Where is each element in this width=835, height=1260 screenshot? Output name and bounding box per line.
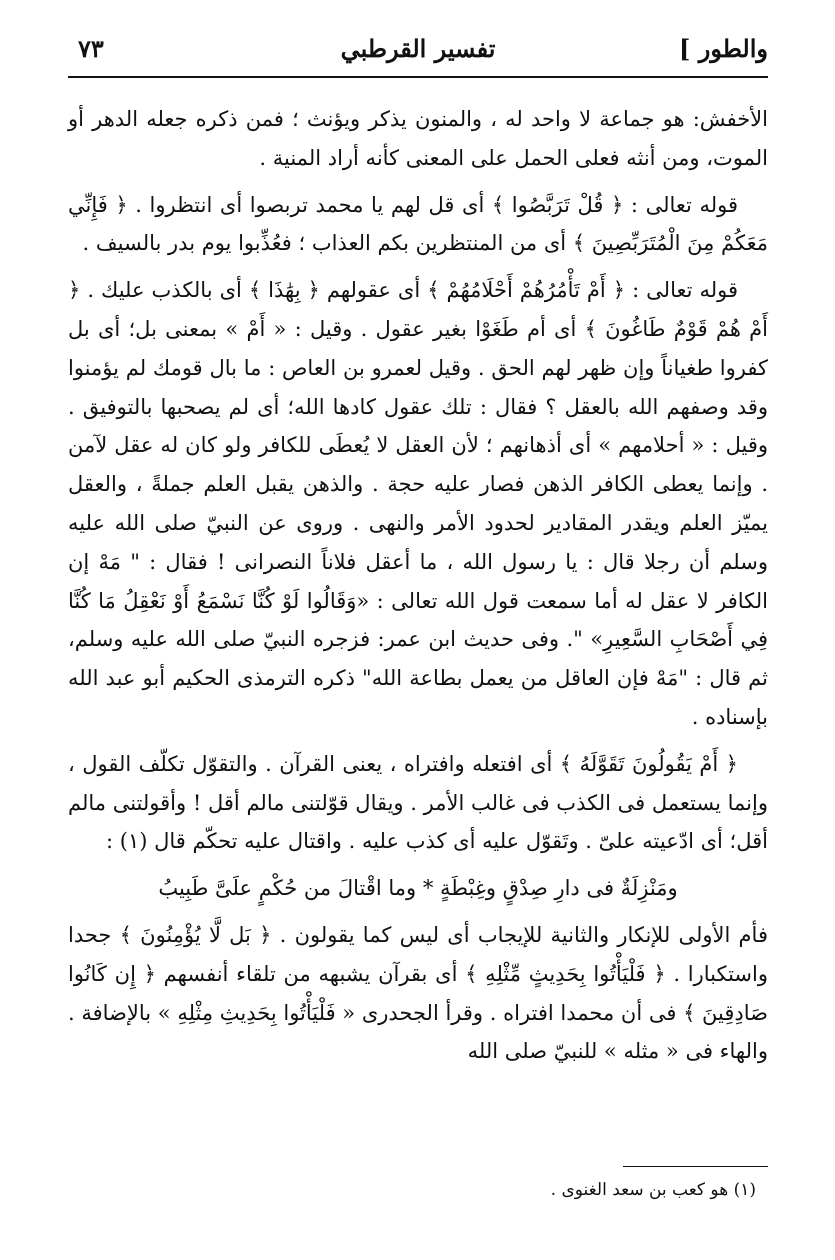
paragraph: فأم الأولى للإنكار والثانية للإيجاب أى ليس كما يقولون . ﴿ بَل لَّا يُؤْمِنُونَ ﴾ جحدا واستكبارا . ﴿ فَلْيَأْتُوا بِحَدِيثٍ مِّثْلِهِ ﴾ أى بقرآن يشبهه من تلقاء أنفسهم ﴿ إِن كَانُوا صَادِقِينَ ﴾ فى أن محمدا افتراه . وقرأ الجحدرى « فَلْيَأْتُوا بِحَدِيثِ مِثْلِهِ » بالإضافة . والهاء فى « مثله » للنبيّ صلى الله bbox=[68, 922, 768, 1064]
header-rule bbox=[68, 76, 768, 78]
poetry-verse: ومَنْزِلَةٌ فى دارِ صِدْقٍ وغِبْطَةٍ * وما اقْتالَ من حُكْمٍ علَىَّ طَبِيبُ bbox=[158, 876, 678, 901]
page-number: ٧٣ bbox=[78, 34, 104, 63]
book-title: تفسير القرطبي bbox=[340, 34, 496, 63]
paragraph: قوله تعالى : ﴿ قُلْ تَرَبَّصُوا ﴾ أى قل لهم يا محمد تربصوا أى انتظروا . ﴿ فَإِنِّي مَعَكُمْ مِنَ الْمُتَرَبِّصِينَ ﴾ أى من المنتظرين بكم العذاب ؛ فعُذِّبوا يوم بدر بالسيف . bbox=[68, 192, 768, 256]
paragraph: ﴿ أَمْ يَقُولُونَ تَقَوَّلَهُ ﴾ أى افتعله وافتراه ، يعنى القرآن . والتقوّل تكلّف القول ، وإنما يستعمل فى الكذب فى غالب الأمر . ويقال قوّلتنى مالم أقل ! وأقولتنى مالم أقل؛ أى ادّعيته علىّ . وتَقوّل عليه أى كذب عليه . واقتال عليه تحكّم قال (١) : bbox=[68, 751, 768, 854]
running-head bbox=[68, 30, 768, 74]
commentary-body bbox=[68, 100, 768, 1079]
paragraph: الأخفش: هو جماعة لا واحد له ، والمنون يذكر ويؤنث ؛ فمن ذكره جعله الدهر أو الموت، ومن أنثه فعلى الحمل على المعنى كأنه أراد المنية . bbox=[68, 107, 768, 170]
document-page bbox=[68, 30, 768, 1230]
footnote-rule bbox=[623, 1166, 768, 1167]
footnote: (١) هو كعب بن سعد الغنوى . bbox=[550, 1180, 756, 1200]
surah-name: والطور ] bbox=[679, 34, 768, 63]
paragraph: قوله تعالى : ﴿ أَمْ تَأْمُرُهُمْ أَحْلَامُهُمْ ﴾ أى عقولهم ﴿ بِهَٰذَا ﴾ أى بالكذب عليك . ﴿ أَمْ هُمْ قَوْمٌ طَاغُونَ ﴾ أى أم طَغَوْا بغير عقول . وقيل : « أَمْ » بمعنى بل؛ أى بل كفروا طغياناً وإن ظهر لهم الحق . وقيل لعمرو بن العاص : ما بال قومك لم يؤمنوا وقد وصفهم الله بالعقل ؟ فقال : تلك عقول كادها الله؛ أى لم يصحبها بالتوفيق . وقيل : « أحلامهم » أى أذهانهم ؛ لأن العقل لا يُعطَى للكافر ولو كان له عقل لآمن . وإنما يعطى الكافر الذهن فصار عليه حجة . والذهن يقبل العلم جملةً ، والعقل يميّز العلم ويقدر المقادير لحدود الأمر والنهى . وروى عن النبيّ صلى الله عليه وسلم أن رجلا قال : يا رسول الله ، ما أعقل فلاناً النصرانى ! فقال : " مَهْ إن الكافر لا عقل له أما سمعت قول الله تعالى : «وَقَالُوا لَوْ كُنَّا نَسْمَعُ أَوْ نَعْقِلُ مَا كُنَّا فِي أَصْحَابِ السَّعِيرِ» ". وفى حديث ابن عمر: فزجره النبيّ صلى الله عليه وسلم، ثم قال : "مَهْ فإن العاقل من يعمل بطاعة الله" ذكره الترمذى الحكيم أبو عبد الله بإسناده . bbox=[68, 278, 768, 729]
